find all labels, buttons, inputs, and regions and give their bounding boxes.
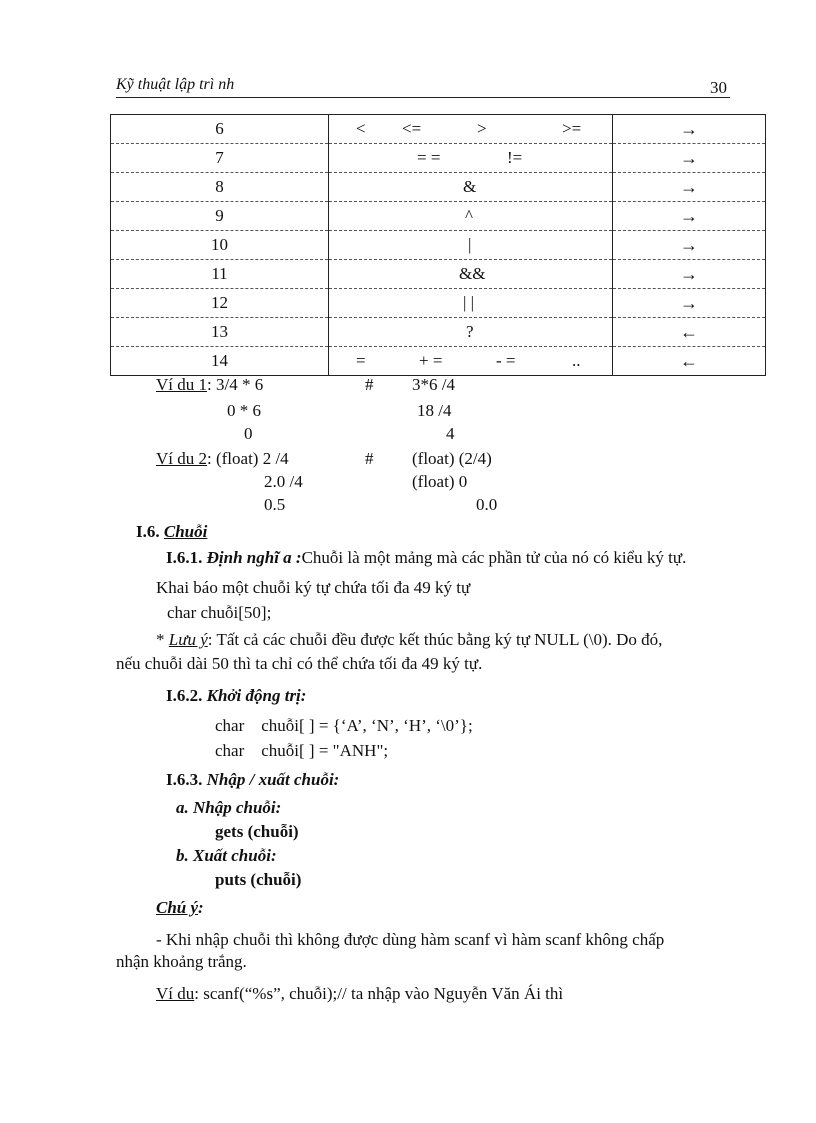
operator: | | xyxy=(463,293,475,312)
operator: > xyxy=(477,119,487,138)
operator: && xyxy=(459,264,486,283)
example-1-line-1 xyxy=(156,375,263,395)
example-scanf-text: : scanf(“%s”, chuỗi);// ta nhập vào Nguyễn Văn Ái thì xyxy=(194,984,564,1003)
subsection-title: Khởi động trị: xyxy=(206,686,307,705)
associativity-arrow: → xyxy=(613,260,766,289)
level-cell: 11 xyxy=(111,260,329,289)
operator: = xyxy=(356,351,366,370)
note-line-2: nếu chuỗi dài 50 thì ta chỉ có thể chứa tối đa 49 ký tự. xyxy=(116,654,483,673)
operator: .. xyxy=(572,351,581,370)
associativity-arrow: → xyxy=(613,115,766,144)
chu-y-colon: : xyxy=(198,898,204,917)
operators-cell xyxy=(329,115,613,144)
remark-line-2: nhận khoảng trắng. xyxy=(116,952,247,971)
example-1-left-2: 0 * 6 xyxy=(227,401,261,420)
chu-y-label: Chú ý xyxy=(156,898,199,917)
example-2-label: Ví du 2 xyxy=(156,449,207,468)
operator: < xyxy=(356,119,366,138)
gets-code: gets (chuỗi) xyxy=(215,822,299,841)
operators-cell xyxy=(329,260,613,289)
associativity-arrow: → xyxy=(613,202,766,231)
note-text-1: : Tất cả các chuỗi đều được kết thúc bằng ký tự NULL (\0). Do đó, xyxy=(207,630,663,649)
puts-code: puts (chuỗi) xyxy=(215,870,302,889)
declaration-code: char chuỗi[50]; xyxy=(167,603,272,622)
section-title: Chuỗi xyxy=(163,522,208,541)
operator: = = xyxy=(417,148,441,167)
operator: >= xyxy=(562,119,582,138)
declaration-text: Khai báo một chuỗi ký tự chứa tối đa 49 ký tự xyxy=(156,578,471,597)
note-label: Lưu ý xyxy=(168,630,208,649)
subsection-number: I.6.2. xyxy=(166,686,207,705)
init-code-1: char chuỗi[ ] = {‘A’, ‘N’, ‘H’, ‘\0’}; xyxy=(215,716,473,735)
level-cell: 14 xyxy=(111,347,329,376)
remark-line-1: - Khi nhập chuỗi thì không được dùng hàm scanf vì hàm scanf không chấp xyxy=(156,930,665,949)
example-1-right-3: 4 xyxy=(446,424,455,443)
operator: | xyxy=(468,235,472,254)
section-number: I.6. xyxy=(136,522,164,541)
definition-line xyxy=(166,548,686,568)
table-row xyxy=(111,318,766,347)
level-cell: 9 xyxy=(111,202,329,231)
example-2-right-1: (float) (2/4) xyxy=(412,449,492,468)
definition-text: Chuỗi là một mảng mà các phần tử của nó có kiểu ký tự. xyxy=(301,548,687,567)
level-cell: 10 xyxy=(111,231,329,260)
table-row xyxy=(111,347,766,376)
example-2-left-3: 0.5 xyxy=(264,495,286,514)
subsection-number: I.6.1. xyxy=(166,548,207,567)
operators-cell xyxy=(329,231,613,260)
note-star: * xyxy=(156,630,169,649)
io-heading xyxy=(166,770,339,790)
example-1-right-2: 18 /4 xyxy=(417,401,452,420)
example-2-line-1 xyxy=(156,449,289,469)
operator: != xyxy=(507,148,523,167)
operator: - = xyxy=(496,351,516,370)
init-heading xyxy=(166,686,306,706)
note-line-1 xyxy=(156,630,662,650)
operator-precedence-table xyxy=(110,114,766,376)
example-1-left-3: 0 xyxy=(244,424,253,443)
table-row xyxy=(111,173,766,202)
operator: ? xyxy=(466,322,474,341)
associativity-arrow: ← xyxy=(680,350,698,371)
associativity-arrow: → xyxy=(613,173,766,202)
output-string-heading: b. Xuất chuỗi: xyxy=(176,846,277,865)
section-heading xyxy=(136,522,207,542)
associativity-arrow: → xyxy=(613,289,766,318)
input-string-heading: a. Nhập chuỗi: xyxy=(176,798,282,817)
operators-cell xyxy=(329,202,613,231)
operators-cell xyxy=(329,173,613,202)
table-row xyxy=(111,289,766,318)
table-row xyxy=(111,115,766,144)
example-2-left-2: 2.0 /4 xyxy=(264,472,303,491)
example-2-expr: : (float) 2 /4 xyxy=(207,449,289,468)
page-number: 30 xyxy=(710,78,727,97)
subsection-title: Nhập / xuất chuỗi: xyxy=(206,770,340,789)
example-scanf-line xyxy=(156,984,563,1004)
chu-y-heading xyxy=(156,898,204,918)
init-code-2: char chuỗi[ ] = "ANH"; xyxy=(215,741,389,760)
subsection-title: Định nghĩ a : xyxy=(206,548,302,567)
table-row xyxy=(111,144,766,173)
example-1-hash: # xyxy=(365,375,374,394)
level-cell: 6 xyxy=(111,115,329,144)
level-cell: 12 xyxy=(111,289,329,318)
associativity-arrow: → xyxy=(613,231,766,260)
example-1-right-1: 3*6 /4 xyxy=(412,375,455,394)
level-cell: 8 xyxy=(111,173,329,202)
operators-cell xyxy=(329,318,613,347)
table-row xyxy=(111,231,766,260)
example-label: Ví du xyxy=(156,984,195,1003)
operator: ^ xyxy=(465,206,473,225)
example-2-right-3: 0.0 xyxy=(476,495,498,514)
table-row xyxy=(111,260,766,289)
associativity-arrow: → xyxy=(613,144,766,173)
subsection-number: I.6.3. xyxy=(166,770,207,789)
associativity-arrow: ← xyxy=(613,318,766,347)
example-2-hash: # xyxy=(365,449,374,468)
operator: & xyxy=(463,177,477,196)
example-1-label: Ví du 1 xyxy=(156,375,207,394)
level-cell: 7 xyxy=(111,144,329,173)
operators-cell xyxy=(329,347,613,376)
operators-cell xyxy=(329,144,613,173)
header-title: Kỹ thuật lập trì nh xyxy=(116,76,235,93)
level-cell: 13 xyxy=(111,318,329,347)
operator: <= xyxy=(402,119,422,138)
operator: + = xyxy=(419,351,443,370)
operators-cell xyxy=(329,289,613,318)
header-divider xyxy=(116,97,730,98)
example-1-expr: : 3/4 * 6 xyxy=(207,375,264,394)
example-2-right-2: (float) 0 xyxy=(412,472,468,491)
table-row xyxy=(111,202,766,231)
